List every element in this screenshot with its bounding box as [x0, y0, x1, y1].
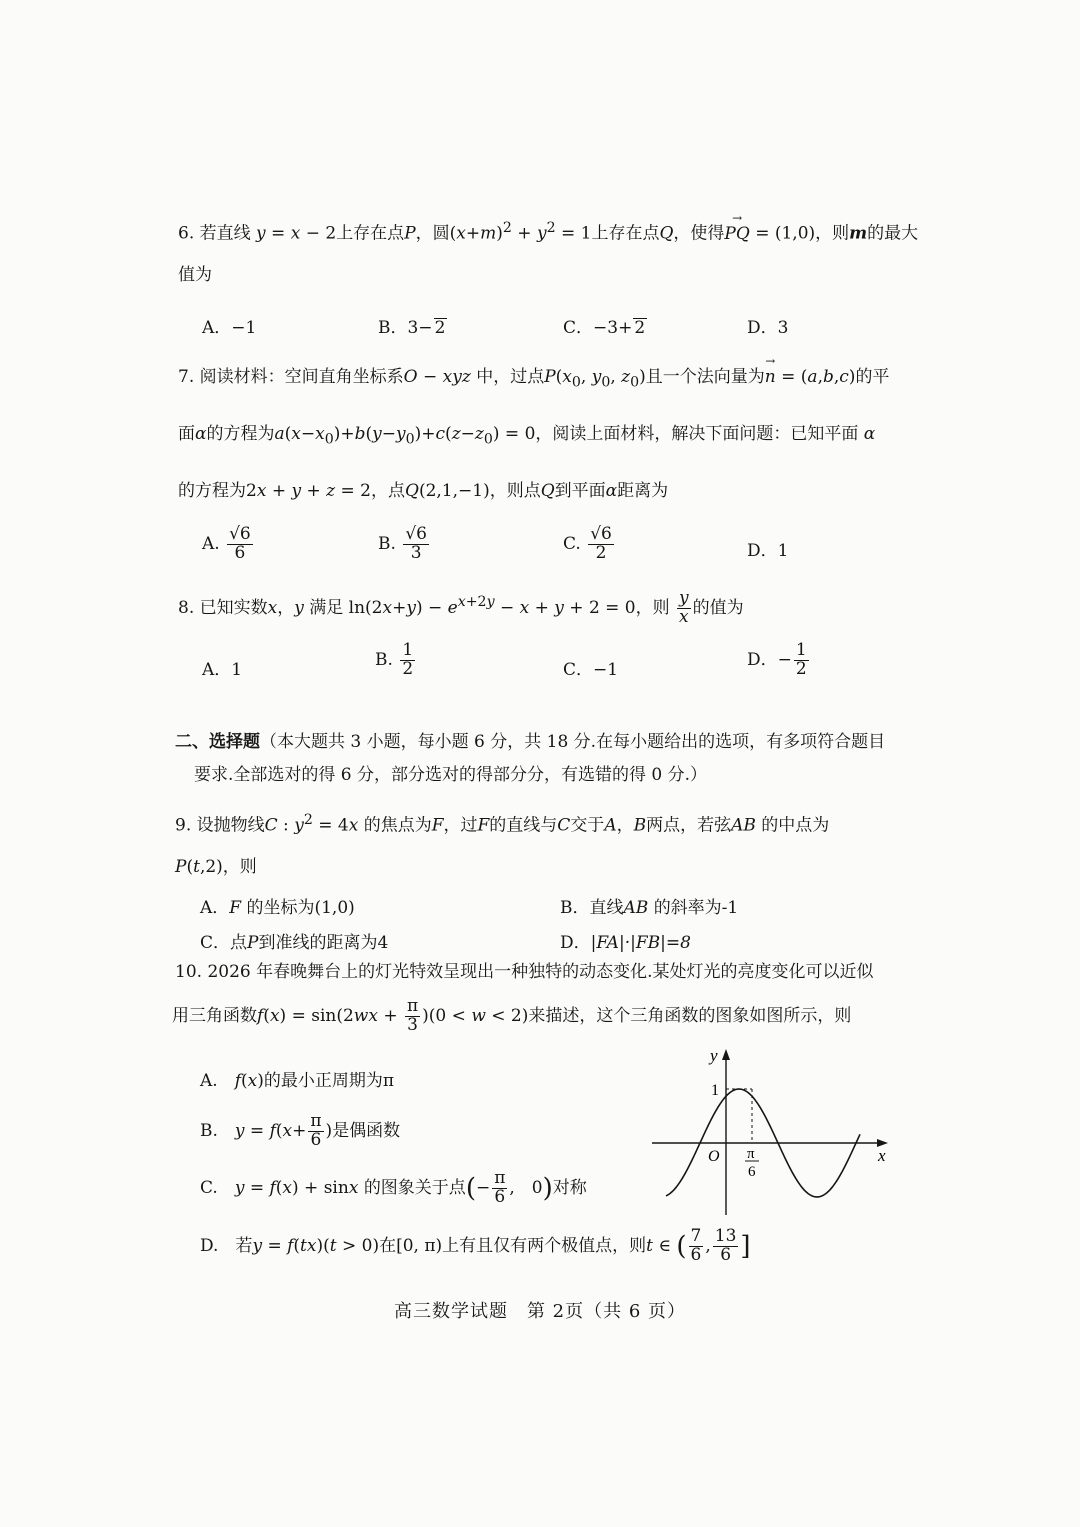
option-text: 到准线的距离为4	[258, 933, 389, 953]
q6-text: 上存在点	[336, 223, 405, 244]
q6-option-a	[202, 313, 256, 338]
sine-graph	[648, 1043, 898, 1218]
q6-text: ，则	[815, 223, 850, 244]
section-instructions: （本大题共 3 小题，每小题 6 分，共 18 分.在每小题给出的选项，有多项符合题目	[260, 732, 886, 752]
option-label: A．−1	[202, 318, 257, 338]
q6-text: 上存在点	[591, 223, 660, 244]
option-text: 点	[230, 933, 248, 953]
q6-line2: 值为	[178, 265, 212, 285]
option-text: 对称	[552, 1177, 587, 1198]
q8-line1: 8. 已知实数x，y 满足 $\ln(2x+y) - e^{x+2y} - x + y + 2 = 0$，则 $\frac{y}{x}$ 的值为	[178, 588, 744, 627]
section2-instructions-2: 要求.全部选对的得 6 分，部分选对的得部分分，有选错的得 0 分.）	[194, 765, 708, 785]
section-title: 二、选择题	[175, 732, 260, 752]
q6-option-c: C．−3+ 2	[563, 318, 646, 338]
option-label: B．3−	[378, 318, 433, 338]
q7-option-c: C. $\frac{√6}{2}$	[563, 524, 612, 563]
q6-line1: 6. 若直线 y = x − 2上存在点P，圆$(x+m)^2 + y^2 = 1$上存在点Q，使得→ PQ = (1,0)，则m的最大	[178, 220, 918, 244]
q6-text: 若直线	[199, 223, 251, 244]
option-text: 的最小正周期为π	[263, 1071, 395, 1091]
q10-option-a: A. f(x)的最小正周期为π	[200, 1071, 395, 1091]
q7-line3: 的方程为2x + y + z = 2，点Q(2,1,−1)，则点Q到平面α距离为	[178, 481, 669, 501]
q9-text: ，过	[443, 815, 478, 836]
q8-option-c	[563, 655, 618, 680]
q7-option-d	[747, 536, 788, 561]
option-text: 若	[235, 1235, 253, 1256]
q6-number: 6.	[178, 223, 195, 244]
q9-text: 设抛物线	[196, 815, 265, 836]
q8-option-b: B. $\frac{1}{2}$	[375, 640, 414, 679]
q9-option-d: D．|FA|·|FB|=8	[560, 933, 691, 953]
x-axis-label: x	[878, 1146, 886, 1165]
q7-text: 距离为	[617, 481, 669, 501]
q7-text: 的平	[855, 367, 890, 387]
option-label: C．−1	[563, 660, 619, 680]
x-tick-six-label: 6	[748, 1164, 756, 1180]
q7-line2: 面α的方程为$a(x-x_0)+b(y-y_0)+c(z-z_0) = 0$，阅读上面材料，解决下面问题：已知平面 α	[178, 424, 876, 448]
q10-number: 10.	[175, 962, 203, 982]
q9-text: 的中点为	[761, 815, 830, 836]
x-tick-pi-label: π	[747, 1146, 755, 1162]
q8-text: ，	[277, 597, 295, 618]
q9-text: 的直线与	[489, 815, 558, 836]
q7-text: 面	[178, 424, 195, 444]
option-text: |FA|·|FB|=8	[590, 933, 691, 953]
q7-text: ，则点	[489, 481, 541, 501]
q9-text: 交于	[570, 815, 605, 836]
origin-label: O	[708, 1148, 720, 1165]
option-text: 在	[379, 1235, 397, 1256]
q7-text: 阅读材料：空间直角坐标系	[199, 367, 404, 387]
page-footer: 高三数学试题 第 2页（共 6 页）	[393, 1301, 687, 1322]
q10-text: 来描述，这个三角函数的图象如图所示，则	[528, 1005, 852, 1026]
q8-text: 的值为	[692, 597, 744, 618]
q9-number: 9.	[175, 815, 192, 836]
q9-option-a: A．F 的坐标为(1,0)	[200, 898, 355, 918]
q8-option-d: D．− $\frac{1}{2}$	[747, 640, 807, 679]
option-text: 上有且仅有两个极值点，则	[442, 1235, 647, 1256]
option-label: B.	[375, 649, 393, 670]
q9-line1: 9. 设抛物线C : $y^2 = 4x$ 的焦点为F，过F的直线与C交于A，B两点，若弦AB 的中点为	[175, 812, 830, 836]
q10-option-d: D. 若y = f(tx)(t > 0)在[0, π)上有且仅有两个极值点，则t ∈ ( $\frac{7}{6}$ , $\frac{13}{6}$ ]	[200, 1226, 751, 1265]
q6-option-b: B．3− 2	[378, 318, 446, 338]
q10-option-c: C. y = f(x) + sinx 的图象关于点(− $\frac{\pi}{6}$ , 0)对称	[200, 1168, 587, 1207]
q7-text: 中，过点	[476, 367, 545, 387]
option-text: 的斜率为-1	[653, 898, 739, 918]
q6-option-d	[747, 313, 788, 338]
option-label: B.	[378, 533, 396, 554]
q10-line1	[175, 963, 874, 983]
q9-option-c: C．点P到准线的距离为4	[200, 933, 389, 953]
q9-option-b: B．直线AB 的斜率为-1	[560, 898, 739, 918]
option-label: D．−	[747, 649, 792, 670]
q8-text: 已知实数	[199, 597, 268, 618]
q9-text: 的焦点为	[363, 815, 432, 836]
q8-text: ，则	[635, 597, 670, 618]
option-label: C.	[563, 533, 581, 554]
y-axis-arrow-icon	[722, 1049, 730, 1060]
q6-text: ，圆	[415, 223, 450, 244]
option-text: 直线	[589, 898, 624, 918]
q6-text: ，使得	[673, 223, 725, 244]
q8-option-a	[202, 655, 242, 680]
option-text: 是偶函数	[332, 1120, 401, 1141]
q9-line2: P(t,2)，则	[175, 857, 257, 877]
option-label: C．−3+	[563, 318, 633, 338]
q10-line2: 用三角函数f(x) = sin(2wx + $\frac{\pi}{3}$ )(0 < w < 2)来描述，这个三角函数的图象如图所示，则	[172, 996, 852, 1035]
q7-text: 且一个法向量为	[645, 367, 765, 387]
q7-text: ，点	[371, 481, 405, 501]
option-label: A．1	[202, 660, 243, 680]
q10-text: 2026 年春晚舞台上的灯光特效呈现出一种独特的动态变化.某处灯光的亮度变化可以近似	[207, 962, 874, 982]
q7-number: 7.	[178, 367, 195, 387]
q9-text: 两点，若弦	[646, 815, 732, 836]
q9-text: ，则	[222, 857, 257, 877]
q10-text: 用三角函数	[172, 1005, 257, 1026]
y-tick-label: 1	[711, 1082, 719, 1099]
q7-option-a: A. $\frac{√6}{6}$	[202, 524, 251, 563]
option-text: 的图象关于点	[363, 1177, 466, 1198]
option-label: A.	[202, 533, 220, 554]
q7-text: ，阅读上面材料，解决下面问题：已知平面	[535, 424, 859, 444]
q7-line1: 7. 阅读材料：空间直角坐标系O − xyz 中，过点$P(x_0$, $y_0$, $z_0$)且一个法向量为→ n = (a,b,c)的平	[178, 368, 889, 391]
q10-option-b: B. y = f(x+ $\frac{\pi}{6}$ )是偶函数	[200, 1111, 401, 1150]
section2-heading	[175, 733, 885, 753]
option-text: 的坐标为(1,0)	[246, 898, 355, 918]
q8-number: 8.	[178, 597, 195, 618]
q7-option-b: B. $\frac{√6}{3}$	[378, 524, 427, 563]
q7-text: 到平面	[554, 481, 606, 501]
q8-text: 满足	[309, 597, 344, 618]
q7-text: 的方程为	[178, 481, 246, 501]
q7-text: 的方程为	[206, 424, 275, 444]
option-label: D．1	[747, 541, 789, 561]
q6-text: 的最大	[867, 223, 919, 244]
option-label: D．3	[747, 318, 789, 338]
y-axis-label: y	[710, 1046, 718, 1065]
